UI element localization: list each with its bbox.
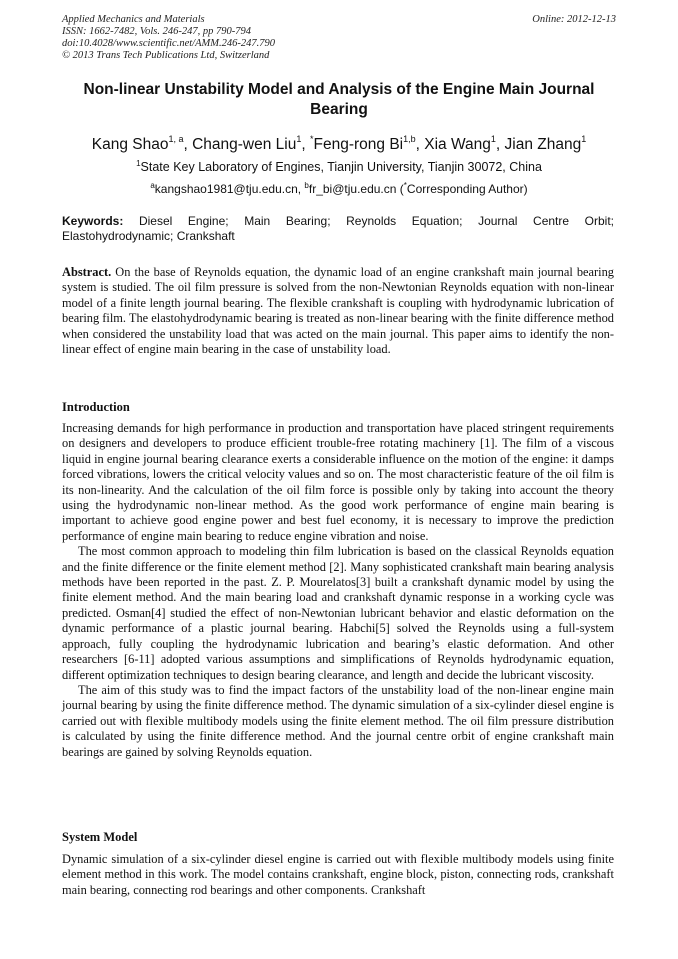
email-link[interactable]: fr_bi@tju.edu.cn ( [308,182,404,196]
paragraph: Dynamic simulation of a six-cylinder diesel engine is carried out with flexible multibody models using finite element method in this work. The model contains crankshaft, engine block, piston, connecting rods, crankshaft main bearing, connecting rod bearings and other components. Crankshaft [62,852,614,897]
email-line: $^a$kangshao1981@tju.edu.cn, $^b$fr_bi@tju.edu.cn (*Corresponding Author) [150,181,528,196]
paragraph: The aim of this study was to find the impact factors of the unstability load of the non-linear engine main journal bearing by using the finite difference method. The dynamic simulation of a six-cylinder diesel engine is carried out with flexible multibody models using the finite element method. The oil film pressure distribution is calculated by using the finite difference method. And the journal centre orbit of engine crankshaft main bearings are gained by solving Reynolds equation. [62,682,614,759]
copyright-line: © 2013 Trans Tech Publications Ltd, Switzerland [62,50,270,61]
system-model-body [62,852,614,898]
author: Chang-wen Liu$^1$, [192,134,310,154]
paragraph: The most common approach to modeling thin film lubrication is based on the classical Reynolds equation and the finite difference or the finite element method [2]. Many sophisticated crankshaft main bearing analysis methods have been reported in the past. Z. P. Mourelatos[3] built a crankshaft dynamic model by using the finite element method. And the main bearing load and crankshaft dynamic response in a working cycle was predicted. Osman[4] studied the effect of non-Newtonian lubricant behavior and elastic deformation on the dynamic performance of a plastic journal bearing. Habchi[5] solved the Reynolds using a full-system approach, fully coupling the hydrodynamic lubrication and bearing’s elastic deformation. And other researchers [6-11] adopted various assumptions and simplifications of Reynolds hydrodynamic equation, different optimization techniques to design bearing clearance, and length and decide the lubricant viscosity. [62,544,614,682]
abstract-text: On the base of Reynolds equation, the dynamic load of an engine crankshaft main journal bearing system is studied. The oil film pressure is solved from the non-Newtonian Reynolds equation with non-linear model of a finite length journal bearing. The flexible crankshaft is coupling with hydrodynamic lubrication of bearing film. The elastohydrodynamic bearing is treated as non-linear bearing with the finite difference method when considered the unstability load that was acted on the main journal. This paper aims to identify the non-linear effect of engine main bearing in the case of unstability load. [62,265,614,357]
author: Xia Wang$^1$, [424,134,505,154]
author: Jian Zhang$^1$ [504,134,587,154]
online-date: Online: 2012-12-13 [532,14,616,25]
abstract-label: Abstract. [62,265,112,279]
author: *Feng-rong Bi$^{1,b}$, [310,134,425,154]
abstract [62,265,614,357]
affiliation: $^1$State Key Laboratory of Engines, Tianjin University, Tianjin 30072, China [136,159,542,175]
section-heading-system-model: System Model [62,830,138,844]
paragraph: Increasing demands for high performance in production and transportation have placed stringent requirements on designers and developers to produce efficient trouble-free rotating machinery [1]. The film of a viscous liquid in engine journal bearing clearance exerts a considerable influence on the motion of the engine: it damps forced vibrations, lowers the critical velocity values and so on. The most characteristic feature of the oil film is its non-linearity. And the calculation of the oil film force is possible only by taking into account the theory using the hydrodynamic non-linear method. As the good work performance of engine main bearing is important to achieve good engine power and best fuel economy, it is necessary to improve the prediction performance of engine main bearing to reduce engine vibration and noise. [62,421,614,543]
keywords-label: Keywords: [62,214,124,228]
author: Kang Shao$^{1, a}$, [91,134,193,154]
issn-line: ISSN: 1662-7482, Vols. 246-247, pp 790-794 [62,26,251,37]
doi-line: doi:10.4028/www.scientific.net/AMM.246-247.790 [62,38,275,49]
journal-name: Applied Mechanics and Materials [62,14,205,25]
introduction-body [62,421,614,760]
journal-header [62,14,616,62]
keywords-text: Diesel Engine; Main Bearing; Reynolds Equation; Journal Centre Orbit; Elastohydrodynamic; Crankshaft [62,214,614,243]
author-list [40,130,638,155]
email-link[interactable]: kangshao1981@tju.edu.cn, [154,182,305,196]
paper-title: Non-linear Unstability Model and Analysis of the Engine Main Journal Bearing [83,81,595,118]
keywords [62,214,614,244]
section-heading-introduction: Introduction [62,400,130,414]
